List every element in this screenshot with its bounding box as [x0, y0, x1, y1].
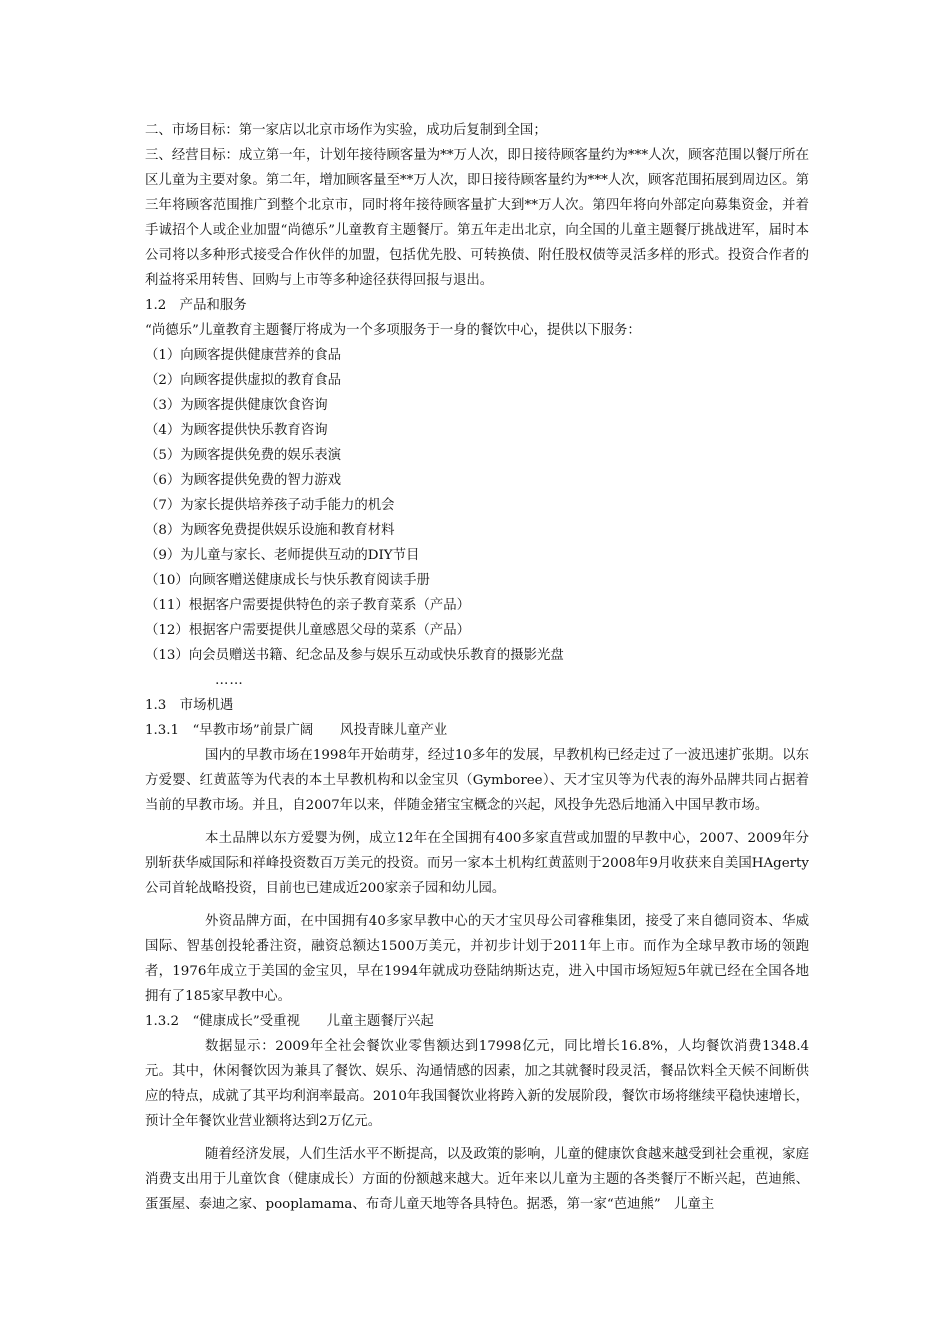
list-item: （11）根据客户需要提供特色的亲子教育菜系（产品） [145, 598, 471, 613]
paragraph: 本土品牌以东方爱婴为例，成立12年在全国拥有400多家直营或加盟的早教中心，2007、2009年分别斩获华威国际和祥峰投资数百万美元的投资。而另一家本土机构红黄蓝则于2008年9月收获来自美国HAgerty公司首轮战略投资，目前也已建成近200家亲子园和幼儿园。 [145, 831, 809, 896]
document-page [145, 118, 809, 1217]
list-item: （3）为顾客提供健康饮食咨询 [145, 398, 328, 413]
list-item: （7）为家长提供培养孩子动手能力的机会 [145, 498, 395, 513]
section-heading-1-3-2: 1.3.2 “健康成长”受重视 儿童主题餐厅兴起 [145, 1014, 434, 1029]
market-goal: 二、市场目标：第一家店以北京市场作为实验，成功后复制到全国； [145, 123, 547, 138]
section-heading-1-3: 1.3 市场机遇 [145, 698, 234, 713]
list-ellipsis: …… [215, 673, 244, 688]
paragraph: 外资品牌方面，在中国拥有40多家早教中心的天才宝贝母公司睿稚集团，接受了来自德同资本、华威国际、智基创投轮番注资，融资总额达1500万美元，并初步计划于2011年上市。而作为全球早教市场的领跑者，1976年成立于美国的金宝贝，早在1994年就成功登陆纳斯达克，进入中国市场短短5年就已经在全国各地拥有了185家早教中心。 [145, 914, 809, 1004]
list-item: （5）为顾客提供免费的娱乐表演 [145, 448, 341, 463]
section-1-2-intro: “尚德乐”儿童教育主题餐厅将成为一个多项服务于一身的餐饮中心，提供以下服务： [145, 323, 641, 338]
paragraph: 数据显示：2009年全社会餐饮业零售额达到17998亿元，同比增长16.8%，人均餐饮消费1348.4元。其中，休闲餐饮因为兼具了餐饮、娱乐、沟通情感的因素，加之其就餐时段灵活，餐品饮料全天候不间断供应的特点，成就了其平均利润率最高。2010年我国餐饮业将跨入新的发展阶段，餐饮市场将继续平稳快速增长，预计全年餐饮业营业额将达到2万亿元。 [145, 1039, 809, 1129]
section-heading-1-3-1: 1.3.1 “早教市场”前景广阔 风投青睐儿童产业 [145, 723, 448, 738]
list-item: （8）为顾客免费提供娱乐设施和教育材料 [145, 523, 395, 538]
list-item: （9）为儿童与家长、老师提供互动的DIY节目 [145, 548, 420, 563]
paragraph: 随着经济发展，人们生活水平不断提高，以及政策的影响，儿童的健康饮食越来越受到社会重视，家庭消费支出用于儿童饮食（健康成长）方面的份额越来越大。近年来以儿童为主题的各类餐厅不断兴起，芭迪熊、蛋蛋屋、泰迪之家、pooplamama、布奇儿童天地等各具特色。据悉，第一家“芭迪熊” 儿童主 [145, 1147, 809, 1212]
operation-goal: 三、经营目标：成立第一年，计划年接待顾客量为**万人次，即日接待顾客量约为***人次，顾客范围以餐厅所在区儿童为主要对象。第二年，增加顾客量至**万人次，即日接待顾客量约为***人次，顾客范围拓展到周边区。第三年将顾客范围推广到整个北京市，同时将年接待顾客量扩大到**万人次。第四年将向外部定向募集资金，并着手诚招个人或企业加盟“尚德乐”儿童教育主题餐厅。第五年走出北京，向全国的儿童主题餐厅挑战进军，届时本公司将以多种形式接受合作伙伴的加盟，包括优先股、可转换债、附任股权债等灵活多样的形式。投资合作者的利益将采用转售、回购与上市等多种途径获得回报与退出。 [145, 148, 809, 288]
list-item: （4）为顾客提供快乐教育咨询 [145, 423, 328, 438]
list-item: （6）为顾客提供免费的智力游戏 [145, 473, 341, 488]
list-item: （10）向顾客赠送健康成长与快乐教育阅读手册 [145, 573, 430, 588]
list-item: （12）根据客户需要提供儿童感恩父母的菜系（产品） [145, 623, 471, 638]
service-list [145, 343, 809, 668]
list-item: （1）向顾客提供健康营养的食品 [145, 348, 341, 363]
paragraph: 国内的早教市场在1998年开始萌芽，经过10多年的发展，早教机构已经走过了一波迅速扩张期。以东方爱婴、红黄蓝等为代表的本土早教机构和以金宝贝（Gymboree）、天才宝贝等为代表的海外品牌共同占据着当前的早教市场。并且，自2007年以来，伴随金猪宝宝概念的兴起，风投争先恐后地涌入中国早教市场。 [145, 748, 809, 813]
list-item: （13）向会员赠送书籍、纪念品及参与娱乐互动或快乐教育的摄影光盘 [145, 648, 564, 663]
list-item: （2）向顾客提供虚拟的教育食品 [145, 373, 341, 388]
section-heading-1-2: 1.2 产品和服务 [145, 298, 247, 313]
